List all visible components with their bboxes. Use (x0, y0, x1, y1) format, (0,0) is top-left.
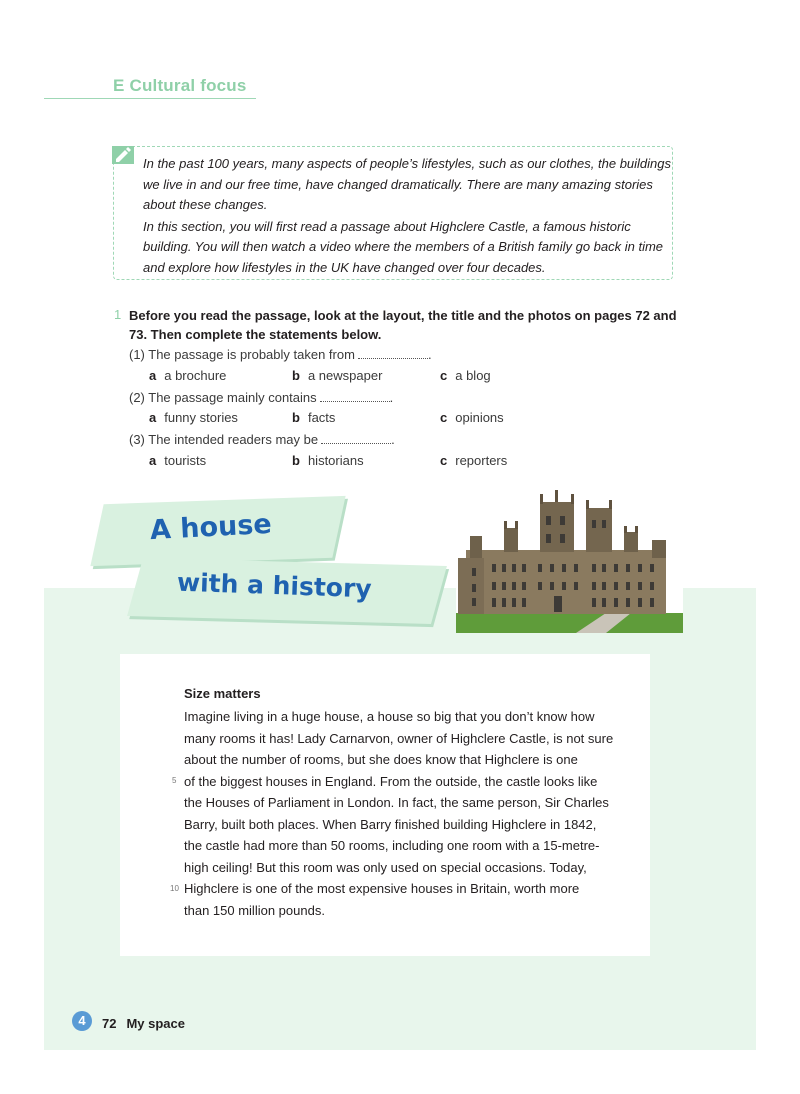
intro-text (143, 154, 673, 278)
option-letter: c (440, 453, 448, 468)
article-line: of the biggest houses in England. From the outside, the castle looks like (184, 773, 598, 789)
option-a[interactable] (149, 410, 238, 425)
intro-paragraph: In the past 100 years, many aspects of people’s lifestyles, such as our clothes, the buildings we live in and our free time, have changed dramatically. There are many amazing stories about these changes. (143, 156, 672, 212)
statement-1 (129, 346, 432, 362)
option-letter: c (440, 410, 448, 425)
unit-title: My space (126, 1016, 186, 1031)
statement-3 (129, 431, 395, 447)
option-letter: b (292, 453, 300, 468)
statement-label: (2) The passage mainly contains (129, 390, 317, 405)
page-footer (102, 1016, 185, 1031)
pencil-note-icon (112, 146, 134, 164)
article-title-line-1: A house (149, 508, 273, 547)
article-body (184, 706, 614, 921)
question-instruction: Before you read the passage, look at the layout, the title and the photos on pages 72 and 73. Then complete the statements below. (129, 308, 677, 342)
page-number: 72 (102, 1016, 117, 1031)
intro-paragraph: In this section, you will first read a passage about Highclere Castle, a famous historic building. You will then watch a video where the members of a British family go back in time and explore how lifestyles in the UK have changed over four decades. (143, 218, 664, 275)
statement-label: (1) The passage is probably taken from (129, 347, 355, 362)
option-text: a newspaper (307, 368, 383, 383)
statement-end: . (427, 347, 432, 362)
article-line: Highclere is one of the most expensive houses in Britain, worth more (184, 881, 580, 896)
option-letter: b (292, 368, 300, 383)
option-letter: a (149, 453, 157, 468)
section-heading: E Cultural focus (113, 76, 247, 95)
unit-number-badge: 4 (72, 1011, 92, 1031)
article-line: than 150 million pounds. (184, 902, 325, 918)
article-line: high ceiling! But this room was only used on special occasions. Today, (184, 859, 587, 875)
article-line: Imagine living in a huge house, a house so big that you don’t know how (184, 709, 595, 724)
article-line: the Houses of Parliament in London. In fact, the same person, Sir Charles (184, 795, 609, 810)
answer-blank[interactable] (320, 389, 390, 402)
option-text: historians (307, 453, 364, 468)
section-divider (44, 98, 256, 99)
option-letter: b (292, 410, 300, 425)
option-text: reporters (455, 453, 508, 468)
option-b[interactable] (292, 453, 364, 468)
option-a[interactable] (149, 453, 206, 468)
highclere-castle-photo (456, 488, 683, 633)
option-letter: a (149, 368, 157, 383)
article-line: about the number of rooms, but she does know that Highclere is one (184, 752, 578, 767)
option-b[interactable] (292, 368, 382, 383)
option-b[interactable] (292, 410, 335, 425)
question-number: 1 (114, 307, 122, 322)
article-line: Barry, built both places. When Barry finished building Highclere in 1842, (184, 816, 597, 832)
option-text: facts (307, 410, 336, 425)
statement-end: . (389, 390, 394, 405)
article-subheading: Size matters (184, 686, 261, 701)
option-text: tourists (164, 453, 207, 468)
statement-2 (129, 389, 393, 405)
statement-label: (3) The intended readers may be (129, 432, 319, 447)
option-a[interactable] (149, 368, 226, 383)
option-letter: a (149, 410, 157, 425)
answer-blank[interactable] (358, 346, 428, 359)
article-line: the castle had more than 50 rooms, including one room with a 15-metre- (184, 838, 600, 853)
article-title-line-2: with a history (176, 567, 373, 604)
option-letter: c (440, 368, 448, 383)
line-number-5: 5 (172, 776, 177, 785)
option-c[interactable] (440, 410, 504, 425)
answer-blank[interactable] (321, 431, 391, 444)
line-number-10: 10 (170, 884, 179, 893)
option-text: a brochure (164, 368, 227, 383)
option-c[interactable] (440, 453, 507, 468)
option-text: opinions (455, 410, 504, 425)
option-text: a blog (455, 368, 491, 383)
statement-end: . (391, 432, 395, 447)
option-c[interactable] (440, 368, 491, 383)
option-text: funny stories (164, 410, 238, 425)
article-line: many rooms it has! Lady Carnarvon, owner of Highclere Castle, is not sure (184, 730, 614, 746)
